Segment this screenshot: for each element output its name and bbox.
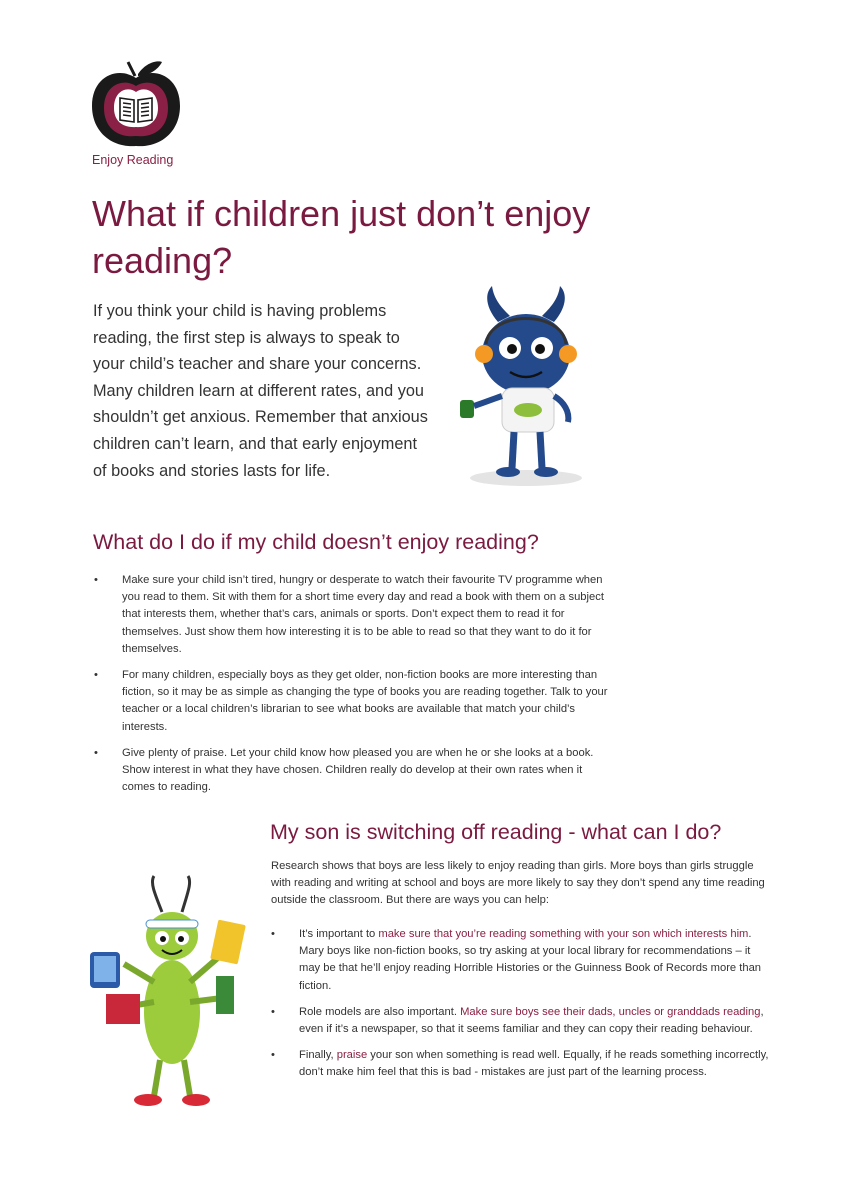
section2-heading: My son is switching off reading - what can I do? [270, 820, 722, 844]
highlighted-text: make sure that you’re reading something with your son which interests him [378, 928, 749, 940]
section2-intro: Research shows that boys are less likely to enjoy reading than girls. More boys than girls struggle with reading and writing at school and boys are more likely to say they don’t spend any time reading outside the classroom. But there are ways you can help: [271, 860, 765, 907]
list-item: • Give plenty of praise. Let your child know how pleased you are when he or she looks at a book. Show interest in what they have chosen. Children really do develop at their own rates when it comes to reading. [94, 745, 614, 797]
section2-list [271, 926, 771, 1091]
section1-list [94, 572, 614, 805]
grasshopper-character-illustration [84, 872, 264, 1112]
intro-paragraph: If you think your child is having problems reading, the first step is always to speak to your child’s teacher and share your concerns. Many children learn at different rates, and you shouldn’t get anxious. Remember that anxious children can’t learn, and that early enjoyment of books and stories lasts for life. [93, 302, 428, 480]
list-item: • Role models are also important. Make sure boys see their dads, uncles or granddads reading, even if it’s a newspaper, so that it seems familiar and they can copy their reading behaviour. [271, 1004, 771, 1038]
beetle-character-illustration [446, 282, 606, 488]
list-item: • For many children, especially boys as they get older, non-fiction books are more interesting than fiction, so it may be as simple as changing the type of books you are reading together. Talk to your teacher or a local children’s librarian to see what books are available that match your child’s interests. [94, 667, 614, 736]
logo-caption: Enjoy Reading [92, 153, 174, 167]
page-title: What if children just don’t enjoy reading? [92, 193, 591, 281]
section1-heading: What do I do if my child doesn’t enjoy reading? [93, 530, 539, 554]
highlighted-text: praise [336, 1049, 368, 1062]
apple-book-logo [88, 58, 184, 150]
list-item: • It’s important to make sure that you’re reading something with your son which interests him. Mary boys like non-fiction books, so try asking at your local library for recommendations – it may be that he’ll enjoy reading Horrible Histories or the Guinness Book of Records more than fiction. [271, 926, 771, 995]
list-item: • Make sure your child isn’t tired, hungry or desperate to watch their favourite TV programme when you read to them. Sit with them for a short time every day and read a book with them on a subject that interests them, whether that’s cars, animals or sports. Don’t expect them to read it for themselves. Just show them how interesting it is to be able to read so that they want to do it for themselves. [94, 572, 614, 658]
list-item: • Finally, praise your son when something is read well. Equally, if he reads something incorrectly, don’t make him feel that this is bad - mistakes are just part of the learning process. [271, 1047, 771, 1081]
highlighted-text: Make sure boys see their dads, uncles or granddads reading [460, 1005, 761, 1018]
